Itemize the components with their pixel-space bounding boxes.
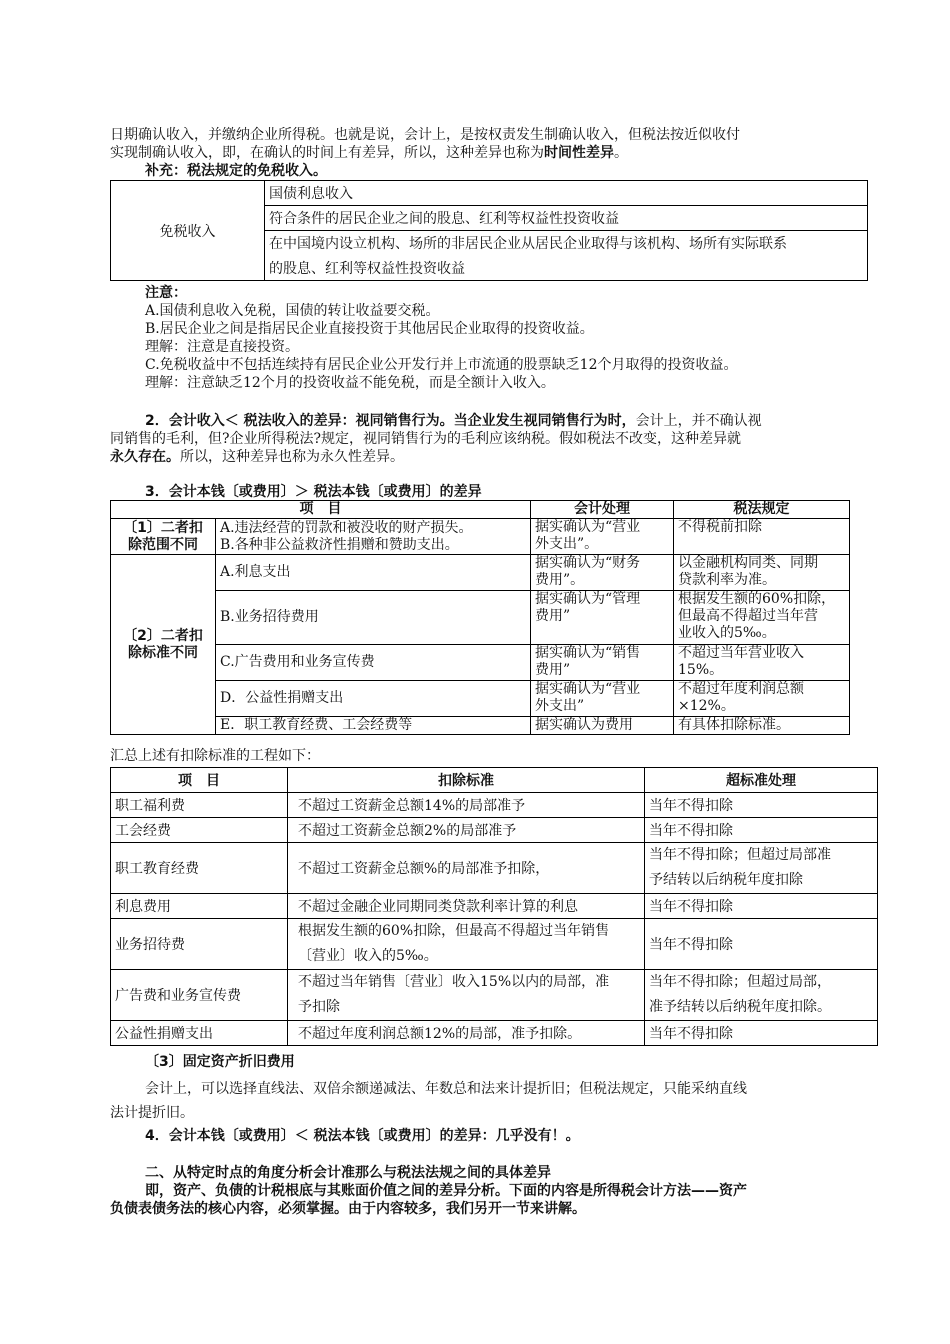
tax-line: 业收入的5‰。 bbox=[678, 625, 776, 641]
acct-line: 据实确认为“销售 bbox=[535, 645, 641, 661]
group2-tax bbox=[674, 645, 850, 681]
summary-over: 当年不得扣除 bbox=[645, 793, 878, 818]
part2-line-2: 负债表债务法的核心内容，必须掌握。由于内容较多，我们另开一节来讲解。 bbox=[110, 1201, 586, 1217]
summary-table bbox=[110, 767, 878, 1046]
tax-line: 15%。 bbox=[678, 662, 724, 678]
label-line: 除范围不同 bbox=[128, 536, 198, 553]
section2-line-3 bbox=[110, 448, 404, 466]
fixed-asset-line-1: 会计上，可以选择直线法、双倍余额递减法、年数总和法来计提折旧；但税法规定，只能采纳直线 bbox=[145, 1081, 747, 1097]
summary-header-over: 超标准处理 bbox=[645, 768, 878, 793]
col-header-tax: 税法规定 bbox=[674, 501, 850, 519]
fixed-asset-line-2: 法计提折旧。 bbox=[110, 1105, 194, 1121]
intro-period: 。 bbox=[614, 145, 628, 161]
acct-line: 外支出” bbox=[535, 698, 585, 714]
cost-difference-table bbox=[110, 500, 850, 735]
intro-line-1: 日期确认收入，并缴纳企业所得税。也就是说，会计上，是按权责发生制确认收入，但税法按近似收付 bbox=[110, 127, 740, 143]
fixed-asset-heading: 〔3〕固定资产折旧费用 bbox=[145, 1054, 295, 1070]
summary-over: 当年不得扣除 bbox=[645, 818, 878, 843]
acct-line: 据实确认为“财务 bbox=[535, 555, 641, 571]
group2-tax bbox=[674, 591, 850, 645]
notes-heading: 注意： bbox=[145, 285, 187, 301]
summary-over: 当年不得扣除 bbox=[645, 919, 878, 970]
summary-item: 业务招待费 bbox=[111, 919, 288, 970]
section2-line-2: 同销售的毛利，但?企业所得税法?规定，视同销售行为的毛利应该纳税。假如税法不改变，这种差异就 bbox=[110, 431, 742, 447]
acct-line: 据实确认为“营业 bbox=[535, 519, 641, 535]
acct-line: 据实确认为“营业 bbox=[535, 681, 641, 697]
std-line: 根据发生额的60%扣除，但最高不得超过当年销售 bbox=[298, 923, 610, 939]
summary-header-item: 项 目 bbox=[111, 768, 288, 793]
acct-line: 费用”。 bbox=[535, 572, 585, 588]
acct-line: 费用” bbox=[535, 608, 571, 624]
summary-over: 当年不得扣除 bbox=[645, 1021, 878, 1046]
group2-item: E．职工教育经费、工会经费等 bbox=[216, 717, 531, 735]
section3-heading: 3．会计本钱〔或费用〕＞ 税法本钱〔或费用〕的差异 bbox=[145, 484, 482, 500]
over-line: 当年不得扣除；但超过局部， bbox=[649, 974, 831, 990]
group2-tax bbox=[674, 555, 850, 591]
summary-item: 职工福利费 bbox=[111, 793, 288, 818]
col-header-item: 项 目 bbox=[111, 501, 531, 519]
section2-text: 所以，这种差异也称为永久性差异。 bbox=[180, 449, 404, 465]
summary-item: 工会经费 bbox=[111, 818, 288, 843]
summary-item: 职工教育经费 bbox=[111, 843, 288, 894]
summary-standard: 不超过工资薪金总额%的局部准予扣除， bbox=[288, 843, 645, 894]
label-line: 除标准不同 bbox=[128, 644, 198, 661]
tax-line: 贷款利率为准。 bbox=[678, 572, 776, 588]
exempt-row: 在中国境内设立机构、场所的非居民企业从居民企业取得与该机构、场所有实际联系 bbox=[265, 231, 868, 256]
summary-intro: 汇总上述有扣除标准的工程如下： bbox=[110, 748, 320, 764]
std-line: 〔营业〕收入的5‰。 bbox=[298, 948, 438, 964]
std-line: 予扣除 bbox=[298, 999, 340, 1015]
intro-text: 实现制确认收入，即，在确认的时间上有差异，所以，这种差异也称为 bbox=[110, 145, 544, 161]
summary-item: 公益性捐赠支出 bbox=[111, 1021, 288, 1046]
summary-standard: 不超过年度利润总额12%的局部，准予扣除。 bbox=[288, 1021, 645, 1046]
group1-item bbox=[216, 519, 531, 555]
std-line: 不超过当年销售〔营业〕收入15%以内的局部，准 bbox=[298, 974, 610, 990]
tax-line: 不超过年度利润总额 bbox=[678, 681, 804, 697]
group2-accounting: 据实确认为费用 bbox=[531, 717, 674, 735]
summary-standard bbox=[288, 970, 645, 1021]
group2-label bbox=[111, 555, 216, 735]
note-line: 理解：注意缺乏12个月的投资收益不能免税，而是全额计入收入。 bbox=[145, 375, 555, 391]
summary-over bbox=[645, 970, 878, 1021]
group2-accounting bbox=[531, 555, 674, 591]
part2-heading: 二、从特定时点的角度分析会计准那么与税法法规之间的具体差异 bbox=[145, 1165, 551, 1181]
group2-item: C.广告费用和业务宣传费 bbox=[216, 645, 531, 681]
over-line: 予结转以后纳税年度扣除 bbox=[649, 872, 803, 888]
intro-line-2 bbox=[110, 144, 628, 162]
group2-item: A.利息支出 bbox=[216, 555, 531, 591]
exempt-row: 的股息、红利等权益性投资收益 bbox=[265, 256, 868, 281]
summary-standard: 不超过金融企业同期同类贷款利率计算的利息 bbox=[288, 894, 645, 919]
note-line: C.免税收益中不包括连续持有居民企业公开发行并上市流通的股票缺乏12个月取得的投资收益。 bbox=[145, 357, 738, 373]
group1-tax: 不得税前扣除 bbox=[674, 519, 850, 555]
group1-label bbox=[111, 519, 216, 555]
section2-heading: 2．会计收入＜ 税法收入的差异：视同销售行为。当企业发生视同销售行为时， bbox=[145, 413, 636, 429]
summary-standard: 不超过工资薪金总额14%的局部准予 bbox=[288, 793, 645, 818]
note-line: 理解：注意是直接投资。 bbox=[145, 339, 299, 355]
exempt-row: 符合条件的居民企业之间的股息、红利等权益性投资收益 bbox=[265, 206, 868, 231]
col-header-accounting: 会计处理 bbox=[531, 501, 674, 519]
section2-emphasis: 永久存在。 bbox=[110, 449, 180, 465]
group2-accounting bbox=[531, 645, 674, 681]
over-line: 准予结转以后纳税年度扣除。 bbox=[649, 999, 831, 1015]
item-line: A.违法经营的罚款和被没收的财产损失。 bbox=[220, 519, 473, 536]
tax-line: 以金融机构同类、同期 bbox=[678, 555, 818, 571]
tax-line: 不超过当年营业收入 bbox=[678, 645, 804, 661]
section2-text: 会计上，并不确认视 bbox=[635, 413, 762, 429]
supplement-heading: 补充：税法规定的免税收入。 bbox=[145, 163, 327, 179]
summary-over bbox=[645, 843, 878, 894]
section4-heading: 4．会计本钱〔或费用〕＜ 税法本钱〔或费用〕的差异：几乎没有！。 bbox=[145, 1128, 580, 1144]
summary-item: 广告费和业务宣传费 bbox=[111, 970, 288, 1021]
label-line: 〔2〕二者扣 bbox=[123, 627, 203, 644]
summary-header-standard: 扣除标准 bbox=[288, 768, 645, 793]
exempt-label: 免税收入 bbox=[111, 181, 265, 281]
part2-line-1: 即，资产、负债的计税根底与其账面价值之间的差异分析。下面的内容是所得税会计方法——资产 bbox=[145, 1183, 747, 1199]
summary-over: 当年不得扣除 bbox=[645, 894, 878, 919]
group2-tax bbox=[674, 681, 850, 717]
summary-item: 利息费用 bbox=[111, 894, 288, 919]
tax-line: 但最高不得超过当年营 bbox=[678, 608, 818, 624]
acct-line: 据实确认为“管理 bbox=[535, 591, 641, 607]
item-line: B.各种非公益救济性捐赠和赞助支出。 bbox=[220, 536, 459, 553]
summary-standard: 不超过工资薪金总额2%的局部准予 bbox=[288, 818, 645, 843]
note-line: B.居民企业之间是指居民企业直接投资于其他居民企业取得的投资收益。 bbox=[145, 321, 594, 337]
group2-tax: 有具体扣除标准。 bbox=[674, 717, 850, 735]
tax-line: 根据发生额的60%扣除， bbox=[678, 591, 836, 607]
group1-accounting bbox=[531, 519, 674, 555]
acct-line: 外支出”。 bbox=[535, 536, 599, 552]
group2-accounting bbox=[531, 681, 674, 717]
over-line: 当年不得扣除；但超过局部准 bbox=[649, 847, 831, 863]
intro-emphasis: 时间性差异 bbox=[544, 145, 614, 161]
group2-item: B.业务招待费用 bbox=[216, 591, 531, 645]
tax-line: ×12%。 bbox=[678, 698, 735, 714]
note-line: A.国债利息收入免税，国债的转让收益要交税。 bbox=[145, 303, 440, 319]
group2-accounting bbox=[531, 591, 674, 645]
acct-line: 费用” bbox=[535, 662, 571, 678]
exempt-row: 国债利息收入 bbox=[265, 181, 868, 206]
group2-item: D．公益性捐赠支出 bbox=[216, 681, 531, 717]
exempt-income-table bbox=[110, 180, 868, 281]
label-line: 〔1〕二者扣 bbox=[123, 519, 203, 536]
section2-line-1 bbox=[145, 412, 762, 430]
summary-standard bbox=[288, 919, 645, 970]
